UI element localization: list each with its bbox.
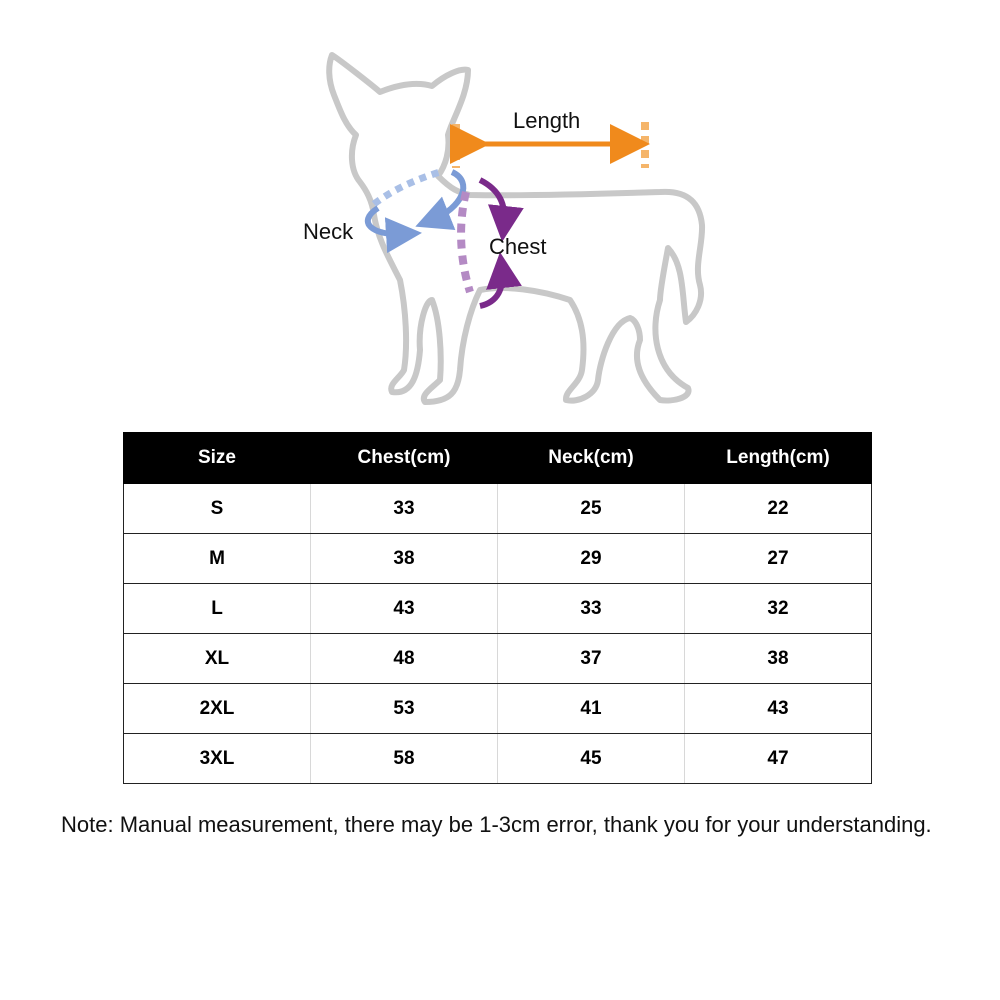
cell-size: M	[124, 534, 311, 584]
chest-label: Chest	[489, 234, 547, 259]
table-row	[124, 734, 872, 784]
table-header-row	[124, 433, 872, 484]
cell-size: XL	[124, 634, 311, 684]
cell-chest: 33	[311, 484, 498, 534]
dog-measurement-diagram	[0, 0, 1000, 420]
header-neck: Neck(cm)	[498, 433, 685, 484]
length-label: Length	[513, 108, 581, 133]
cell-chest: 48	[311, 634, 498, 684]
cell-size: L	[124, 584, 311, 634]
cell-size: 2XL	[124, 684, 311, 734]
table-row	[124, 484, 872, 534]
table-row	[124, 634, 872, 684]
neck-label: Neck	[303, 219, 354, 244]
cell-length: 47	[685, 734, 872, 784]
table-row	[124, 684, 872, 734]
header-size: Size	[124, 433, 311, 484]
cell-chest: 38	[311, 534, 498, 584]
measurement-note: Note: Manual measurement, there may be 1-3cm error, thank you for your understanding.	[61, 812, 932, 837]
cell-length: 43	[685, 684, 872, 734]
table-row	[124, 584, 872, 634]
cell-neck: 29	[498, 534, 685, 584]
header-chest: Chest(cm)	[311, 433, 498, 484]
cell-neck: 41	[498, 684, 685, 734]
table-row	[124, 534, 872, 584]
header-length: Length(cm)	[685, 433, 872, 484]
cell-length: 27	[685, 534, 872, 584]
cell-length: 22	[685, 484, 872, 534]
cell-chest: 58	[311, 734, 498, 784]
cell-neck: 45	[498, 734, 685, 784]
dog-silhouette-graphic	[0, 0, 1000, 420]
cell-chest: 53	[311, 684, 498, 734]
cell-chest: 43	[311, 584, 498, 634]
cell-neck: 37	[498, 634, 685, 684]
cell-length: 38	[685, 634, 872, 684]
cell-neck: 25	[498, 484, 685, 534]
cell-length: 32	[685, 584, 872, 634]
cell-size: S	[124, 484, 311, 534]
cell-neck: 33	[498, 584, 685, 634]
cell-size: 3XL	[124, 734, 311, 784]
size-chart-table	[123, 432, 872, 784]
